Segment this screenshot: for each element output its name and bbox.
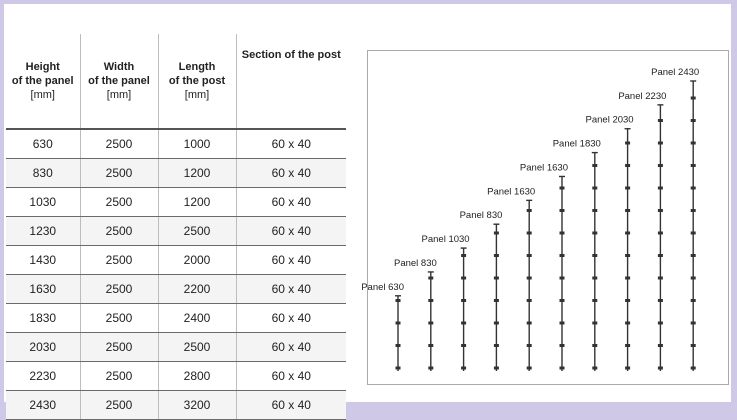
post-clamp	[658, 187, 663, 190]
post-clamp	[658, 232, 663, 235]
post-clamp	[625, 277, 630, 280]
post	[422, 234, 470, 371]
post-clamp	[625, 299, 630, 302]
table-header-row	[6, 34, 346, 129]
post-clamp	[527, 254, 532, 257]
post-clamp	[658, 322, 663, 325]
post-clamp	[560, 344, 565, 347]
cell-post-length: 1000	[158, 129, 236, 159]
post-clamp	[527, 344, 532, 347]
header-line: of the panel	[11, 75, 74, 87]
post-clamp	[691, 164, 696, 167]
post-clamp	[494, 232, 499, 235]
post-clamp	[494, 254, 499, 257]
post-clamp	[592, 164, 597, 167]
cell-post-section: 60 x 40	[236, 391, 346, 420]
post	[361, 282, 404, 371]
table-body	[6, 129, 346, 420]
post-clamp	[691, 142, 696, 145]
post-label: Panel 1630	[487, 186, 536, 198]
cell-panel-height: 2030	[6, 333, 80, 362]
cell-panel-height: 1230	[6, 217, 80, 246]
post-clamp	[691, 232, 696, 235]
post-clamp	[560, 299, 565, 302]
post-clamp	[592, 209, 597, 212]
post-clamp	[691, 119, 696, 122]
cell-post-section: 60 x 40	[236, 275, 346, 304]
post-clamp	[396, 322, 401, 325]
post-clamp	[428, 299, 433, 302]
post-clamp	[691, 277, 696, 280]
post-clamp	[527, 209, 532, 212]
table-row	[6, 129, 346, 159]
header-line: Width	[103, 61, 135, 73]
post-label: Panel 1630	[519, 162, 568, 174]
cell-post-length: 2200	[158, 275, 236, 304]
cell-panel-width: 2500	[80, 333, 158, 362]
post	[394, 258, 437, 371]
post-clamp	[592, 187, 597, 190]
table-row	[6, 304, 346, 333]
cell-post-section: 60 x 40	[236, 304, 346, 333]
post-clamp	[625, 367, 630, 370]
cell-post-length: 2000	[158, 246, 236, 275]
cell-post-section: 60 x 40	[236, 217, 346, 246]
cell-panel-width: 2500	[80, 391, 158, 420]
post-clamp	[428, 322, 433, 325]
cell-post-section: 60 x 40	[236, 129, 346, 159]
post-clamp	[527, 277, 532, 280]
cell-panel-height: 1630	[6, 275, 80, 304]
post-clamp	[625, 322, 630, 325]
header-post-length	[158, 34, 236, 129]
post-clamp	[592, 254, 597, 257]
post-label: Panel 2230	[618, 90, 667, 102]
post-clamp	[396, 299, 401, 302]
specification-table	[6, 34, 346, 420]
cell-post-section: 60 x 40	[236, 362, 346, 391]
cell-post-length: 2500	[158, 217, 236, 246]
cell-panel-height: 830	[6, 159, 80, 188]
post	[651, 67, 699, 371]
cell-panel-height: 1830	[6, 304, 80, 333]
post-clamp	[527, 299, 532, 302]
cell-post-length: 1200	[158, 188, 236, 217]
header-post-section	[236, 34, 346, 129]
post-clamp	[691, 367, 696, 370]
post-clamp	[691, 322, 696, 325]
table-row	[6, 188, 346, 217]
cell-post-length: 3200	[158, 391, 236, 420]
post-clamp	[625, 232, 630, 235]
specification-table-container	[6, 34, 346, 412]
table-row	[6, 333, 346, 362]
post-clamp	[592, 322, 597, 325]
post-clamp	[527, 367, 532, 370]
post-clamp	[592, 344, 597, 347]
cell-panel-width: 2500	[80, 188, 158, 217]
cell-post-section: 60 x 40	[236, 246, 346, 275]
cell-panel-width: 2500	[80, 129, 158, 159]
header-line: Section of the post	[241, 49, 341, 61]
post	[618, 91, 666, 371]
post-clamp	[494, 322, 499, 325]
post-clamp	[527, 232, 532, 235]
post-clamp	[592, 277, 597, 280]
post-clamp	[560, 187, 565, 190]
cell-panel-width: 2500	[80, 246, 158, 275]
post-clamp	[625, 164, 630, 167]
cell-panel-height: 2230	[6, 362, 80, 391]
post-clamp	[560, 209, 565, 212]
post-clamp	[691, 254, 696, 257]
cell-panel-width: 2500	[80, 159, 158, 188]
post-label: Panel 630	[361, 281, 404, 293]
header-line: of the post	[168, 75, 226, 87]
cell-panel-height: 1030	[6, 188, 80, 217]
table-row	[6, 217, 346, 246]
post-clamp	[691, 299, 696, 302]
header-panel-height	[6, 34, 80, 129]
header-line: Length	[178, 61, 216, 73]
post-clamp	[396, 344, 401, 347]
post-label: Panel 2430	[651, 67, 700, 78]
header-unit: [mm]	[184, 89, 210, 101]
post-clamp	[494, 277, 499, 280]
cell-panel-width: 2500	[80, 275, 158, 304]
posts-diagram	[361, 50, 729, 385]
post-label: Panel 1030	[421, 234, 470, 246]
post-clamp	[428, 344, 433, 347]
post-clamp	[461, 367, 466, 370]
post-clamp	[592, 232, 597, 235]
post-clamp	[560, 277, 565, 280]
post-clamp	[658, 254, 663, 257]
cell-panel-height: 1430	[6, 246, 80, 275]
post-label: Panel 2030	[585, 114, 634, 126]
cell-panel-width: 2500	[80, 304, 158, 333]
post-clamp	[691, 187, 696, 190]
post-clamp	[494, 299, 499, 302]
post-clamp	[658, 277, 663, 280]
post-clamp	[560, 367, 565, 370]
post-label: Panel 1830	[552, 138, 601, 150]
post-clamp	[625, 142, 630, 145]
post-clamp	[461, 254, 466, 257]
post-clamp	[494, 344, 499, 347]
post-clamp	[658, 209, 663, 212]
post-clamp	[560, 322, 565, 325]
table-row	[6, 362, 346, 391]
post-label: Panel 830	[459, 210, 503, 222]
post-clamp	[658, 299, 663, 302]
table-row	[6, 159, 346, 188]
post-clamp	[527, 322, 532, 325]
post-clamp	[461, 277, 466, 280]
post-clamp	[428, 367, 433, 370]
cell-post-length: 1200	[158, 159, 236, 188]
post-label: Panel 830	[394, 257, 437, 269]
post-clamp	[592, 299, 597, 302]
post-clamp	[592, 367, 597, 370]
post-clamp	[560, 232, 565, 235]
post-clamp	[658, 344, 663, 347]
post-clamp	[658, 367, 663, 370]
cell-post-length: 2500	[158, 333, 236, 362]
post-clamp	[625, 209, 630, 212]
cell-panel-width: 2500	[80, 362, 158, 391]
post-clamp	[658, 142, 663, 145]
post-clamp	[461, 344, 466, 347]
header-line: of the panel	[88, 75, 150, 87]
post-clamp	[625, 344, 630, 347]
post-clamp	[494, 367, 499, 370]
posts-diagram-svg	[361, 51, 728, 384]
post-clamp	[691, 97, 696, 100]
post-clamp	[691, 344, 696, 347]
post-clamp	[691, 209, 696, 212]
table-row	[6, 391, 346, 420]
cell-panel-height: 630	[6, 129, 80, 159]
post-clamp	[560, 254, 565, 257]
header-panel-width	[80, 34, 158, 129]
header-unit: [mm]	[106, 89, 132, 101]
cell-post-length: 2400	[158, 304, 236, 333]
post-clamp	[396, 367, 401, 370]
cell-panel-width: 2500	[80, 217, 158, 246]
table-row	[6, 246, 346, 275]
cell-post-section: 60 x 40	[236, 188, 346, 217]
cell-panel-height: 2430	[6, 391, 80, 420]
post-clamp	[461, 299, 466, 302]
post-clamp	[658, 164, 663, 167]
table-row	[6, 275, 346, 304]
post-clamp	[625, 187, 630, 190]
cell-post-section: 60 x 40	[236, 159, 346, 188]
page	[4, 4, 731, 412]
post-clamp	[658, 119, 663, 122]
cell-post-section: 60 x 40	[236, 333, 346, 362]
header-unit: [mm]	[30, 89, 55, 101]
header-line: Height	[25, 61, 60, 73]
cell-post-length: 2800	[158, 362, 236, 391]
post-clamp	[625, 254, 630, 257]
post-clamp	[428, 277, 433, 280]
post-clamp	[461, 322, 466, 325]
